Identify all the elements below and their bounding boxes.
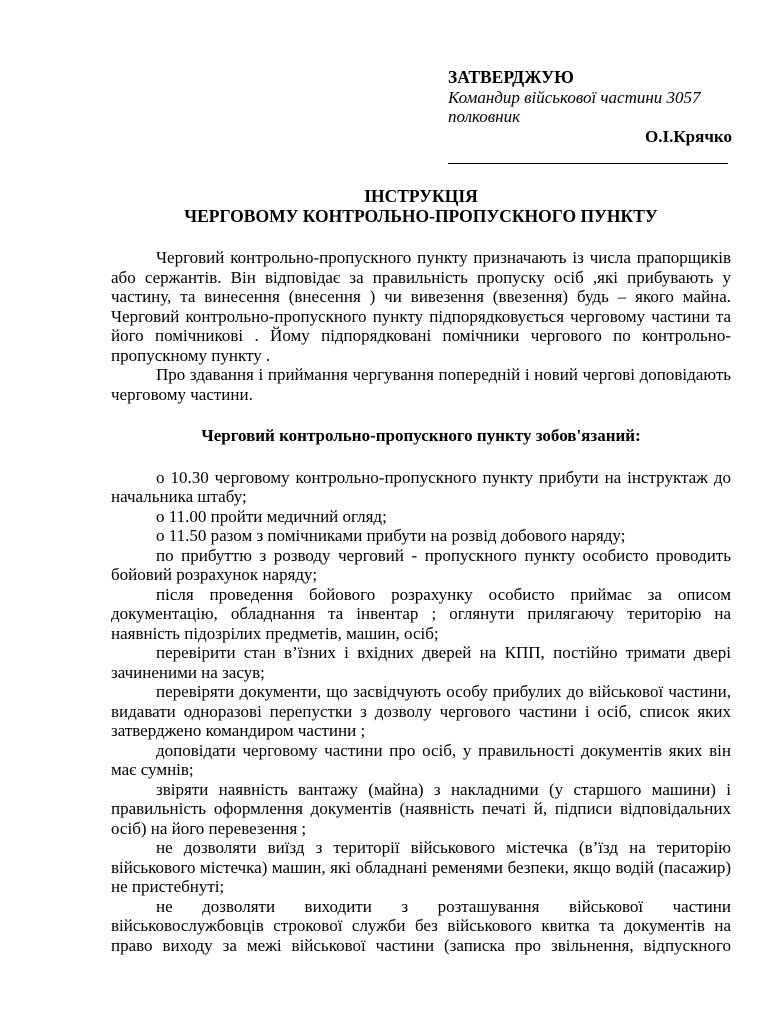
approval-block — [448, 68, 732, 164]
spacer — [111, 404, 731, 426]
duty-item: о 11.00 пройти медичний огляд; — [156, 506, 387, 526]
duty-item: о 11.50 разом з помічниками прибути на розвід добового наряду; — [156, 526, 626, 545]
approval-heading: ЗАТВЕРДЖУЮ — [448, 67, 574, 87]
title-line-2: ЧЕРГОВОМУ КОНТРОЛЬНО-ПРОПУСКНОГО ПУНКТУ — [184, 206, 658, 226]
duty-item: по прибуттю з розводу черговий - пропускного пункту особисто проводить бойовий розрахунок наряду; — [111, 545, 731, 584]
intro-paragraph: Черговий контрольно-пропускного пункту призначають із числа прапорщиків або сержантів. Він відповідає за правильність пропуску осіб ,які прибувають у частину, та винесення (внесення ) чи вивезення (ввезення) будь – якого майна. Черговий контрольно-пропускного пункту підпорядковується черговому частини та його помічникові . Йому підпорядковані помічники чергового по контрольно-пропускному пункту . — [111, 248, 731, 365]
duty-item: перевіряти документи, що засвідчують особу прибулих до військової частини, видавати одноразові перепустки з дозволу чергового частини і осіб, список яких затверджено командиром частини ; — [111, 682, 731, 740]
duty-item: перевірити стан в’їзних і вхідних дверей на КПП, постійно тримати двері зачиненими на засув; — [111, 643, 731, 682]
duty-item: не дозволяти виїзд з території військового містечка (в’їзд на територію військового містечка) машин, які обладнані ременями безпеки, якщо водій (пасажир) не пристебнуті; — [111, 838, 731, 896]
document-body — [111, 248, 731, 975]
spacer — [111, 446, 731, 468]
duty-item: звіряти наявність вантажу (майна) з накладними (у старшого машини) і правильність оформлення документів (наявність печаті й, підписи відповідальних осіб) на його перевезення ; — [111, 779, 731, 838]
duty-item: після проведення бойового розрахунку особисто приймає за описом документацію, обладнання та інвентар ; оглянути прилягаючу територію на наявність підозрілих предметів, машин, осіб; — [111, 584, 731, 643]
approval-name: О.І.Крячко — [645, 126, 732, 146]
duty-item: о 10.30 черговому контрольно-пропускного пункту прибути на інструктаж до начальника штабу; — [111, 467, 731, 506]
approval-position: Командир військової частини 3057 — [448, 87, 701, 107]
section-heading: Черговий контрольно-пропускного пункту зобов'язаний: — [201, 426, 641, 445]
intro-paragraph: Про здавання і приймання чергування попередній і новий чергові доповідають черговому частини. — [111, 365, 731, 404]
approval-rank: полковник — [448, 107, 521, 126]
title-line-1: ІНСТРУКЦІЯ — [364, 186, 478, 206]
duty-item: не дозволяти виходити з розташування військової частини військовослужбовців строкової служби без військового квитка та документів на право виходу за межі військової частини (записка про звільнення, відпускного — [111, 896, 731, 955]
signature-line — [448, 163, 728, 164]
document-title — [111, 186, 731, 226]
duty-item: доповідати черговому частини про осіб, у правильності документів яких він має сумнів; — [111, 740, 731, 779]
